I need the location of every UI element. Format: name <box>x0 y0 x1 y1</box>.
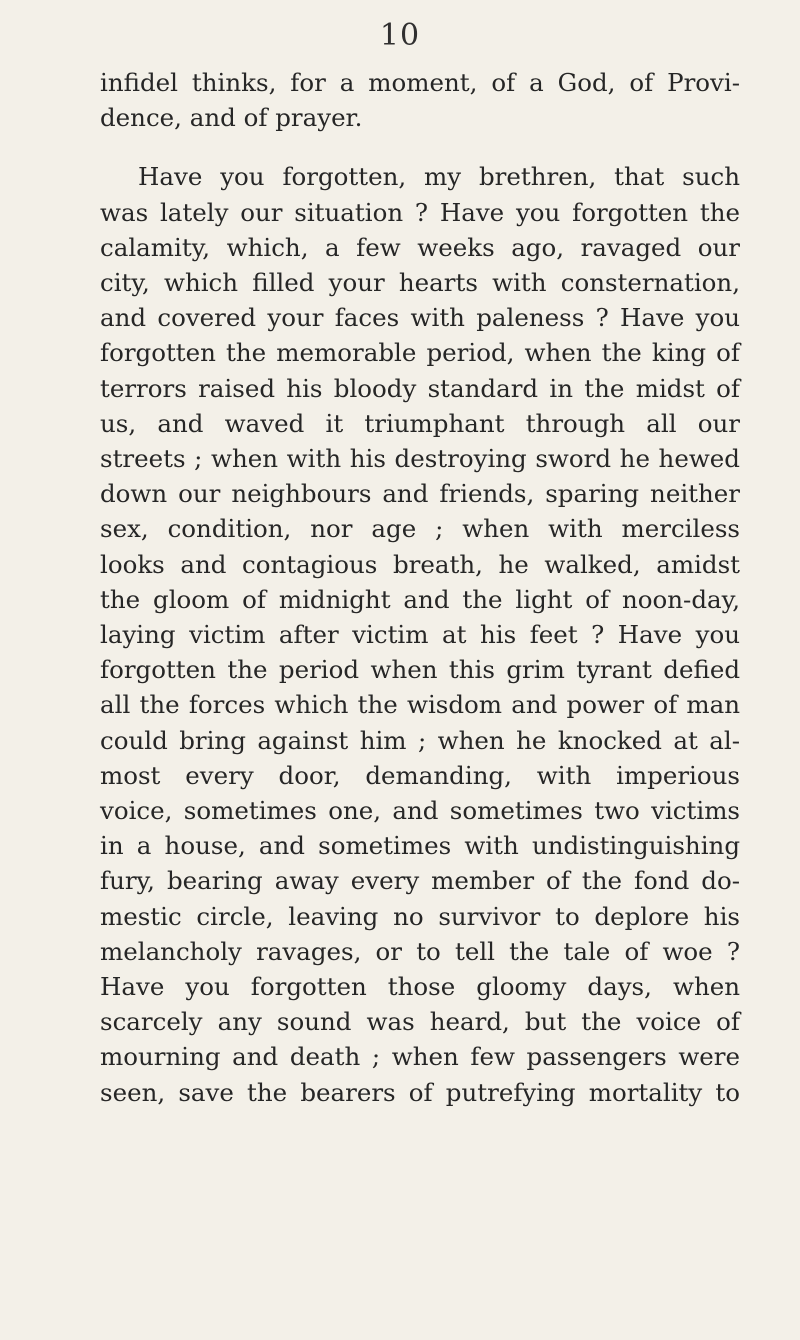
page-number: 10 <box>379 18 421 53</box>
text-line: the gloom of midnight and the light of noon-day, <box>100 584 740 614</box>
text-line: looks and contagious breath, he walked, amidst <box>100 549 740 579</box>
text-line: scarcely any sound was heard, but the voice of <box>100 1007 740 1037</box>
text-line: was lately our situation ? Have you forgotten the <box>100 197 740 227</box>
text-line: in a house, and sometimes with undistinguishing <box>100 831 740 861</box>
text-line: most every door, demanding, with imperious <box>100 760 740 790</box>
text-line: streets ; when with his destroying sword he hewed <box>100 444 740 474</box>
text-line: and covered your faces with paleness ? Have you <box>100 303 740 333</box>
body-text <box>100 65 740 1110</box>
text-line: forgotten the memorable period, when the king of <box>100 338 740 368</box>
text-line: fury, bearing away every member of the fond do- <box>100 866 740 896</box>
text-line: city, which filled your hearts with consternation, <box>100 268 740 298</box>
text-line: calamity, which, a few weeks ago, ravaged our <box>100 232 740 262</box>
paragraph-2 <box>100 159 740 1109</box>
text-line: Have you forgotten those gloomy days, when <box>100 972 740 1002</box>
text-line: laying victim after victim at his feet ? Have you <box>100 620 740 650</box>
text-line: Have you forgotten, my brethren, that such <box>138 162 740 192</box>
text-line: forgotten the period when this grim tyrant defied <box>100 655 740 685</box>
text-line: could bring against him ; when he knocked at al- <box>100 725 740 755</box>
text-line: us, and waved it triumphant through all our <box>100 408 740 438</box>
text-line: terrors raised his bloody standard in the midst of <box>100 373 740 403</box>
text-line: voice, sometimes one, and sometimes two victims <box>100 796 740 826</box>
text-line: all the forces which the wisdom and power of man <box>100 690 740 720</box>
text-line: melancholy ravages, or to tell the tale of woe ? <box>100 936 740 966</box>
text-line: infidel thinks, for a moment, of a God, of Provi- <box>100 68 740 97</box>
paragraph-1 <box>100 65 740 135</box>
text-line: mourning and death ; when few passengers were <box>100 1042 740 1072</box>
text-line: seen, save the bearers of putrefying mortality to <box>100 1077 740 1107</box>
text-line: down our neighbours and friends, sparing neither <box>100 479 740 509</box>
text-line: mestic circle, leaving no survivor to deplore his <box>100 901 740 931</box>
text-line: dence, and of prayer. <box>100 103 363 133</box>
text-line: sex, condition, nor age ; when with merciless <box>100 514 740 544</box>
